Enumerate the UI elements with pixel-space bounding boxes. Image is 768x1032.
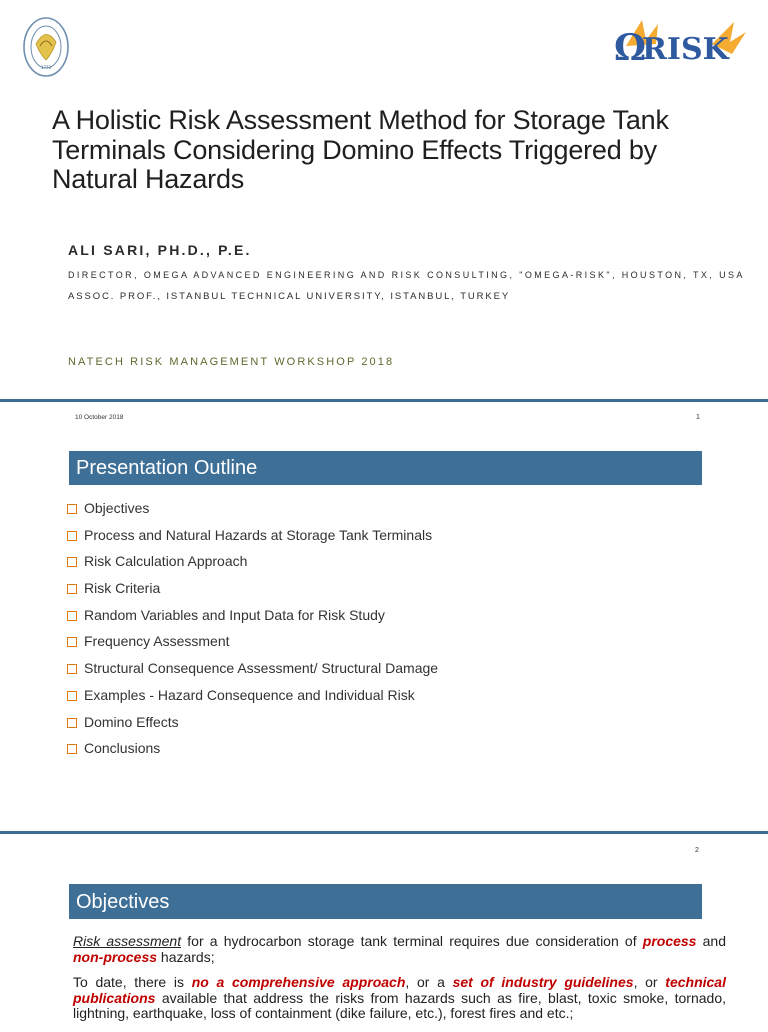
- checkbox-bullet-icon: [67, 637, 77, 647]
- list-item: [67, 740, 438, 767]
- outline-item-label: Random Variables and Input Data for Risk Study: [84, 606, 385, 623]
- body-text: available that address the risks from hazards such as fire, blast, toxic smoke, tornado, lightning, earthquake, loss of containment (dike failure, etc.), forest fires and etc.;: [73, 989, 726, 1021]
- outline-item-label: Risk Criteria: [84, 580, 161, 597]
- outline-list: [67, 500, 438, 767]
- checkbox-bullet-icon: [67, 664, 77, 674]
- outline-item-label: Examples - Hazard Consequence and Individual Risk: [84, 686, 415, 703]
- outline-item-label: Risk Calculation Approach: [84, 553, 248, 570]
- list-item: [67, 553, 438, 580]
- checkbox-bullet-icon: [67, 744, 77, 754]
- emphasis-red: process: [642, 933, 697, 949]
- affiliation-line-1: DIRECTOR, OMEGA ADVANCED ENGINEERING AND RISK CONSULTING, "OMEGA-RISK", HOUSTON, TX, USA: [68, 270, 745, 280]
- section-header-bar: [69, 451, 702, 485]
- checkbox-bullet-icon: [67, 691, 77, 701]
- outline-item-label: Structural Consequence Assessment/ Structural Damage: [84, 660, 439, 677]
- emphasis-red: no a comprehensive approach: [191, 974, 406, 990]
- itu-year: 1773: [40, 65, 52, 70]
- slide-date: 10 October 2018: [75, 414, 124, 421]
- emphasis-underline: Risk assessment: [73, 933, 182, 949]
- checkbox-bullet-icon: [67, 557, 77, 567]
- outline-item-label: Conclusions: [84, 740, 161, 757]
- emphasis-red: non-process: [73, 948, 158, 965]
- slide-divider: [0, 831, 768, 834]
- list-item: [67, 580, 438, 607]
- section-heading: Presentation Outline: [76, 457, 258, 479]
- list-item: [67, 633, 438, 660]
- checkbox-bullet-icon: [67, 718, 77, 728]
- list-item: [67, 500, 438, 527]
- body-text: and: [696, 933, 726, 949]
- omega-risk-logo-icon: [612, 14, 748, 76]
- checkbox-bullet-icon: [67, 611, 77, 621]
- affiliation-line-2: ASSOC. PROF., ISTANBUL TECHNICAL UNIVERSITY, ISTANBUL, TURKEY: [68, 291, 511, 302]
- slide-title: A Holistic Risk Assessment Method for Storage Tank Terminals Considering Domino Effects Triggered by Natural Hazards: [52, 105, 669, 194]
- omega-symbol: Ω: [614, 27, 647, 69]
- author-name: ALI SARI, PH.D., P.E.: [68, 242, 252, 258]
- emphasis-red: technical publications: [73, 974, 726, 1006]
- section-header-bar: [69, 884, 702, 919]
- checkbox-bullet-icon: [67, 504, 77, 514]
- objective-paragraph: [73, 934, 726, 965]
- slide-divider: [0, 399, 768, 402]
- body-text: To date, there is: [73, 974, 192, 990]
- objective-paragraph: [73, 975, 726, 1022]
- body-text: , or: [633, 974, 666, 990]
- list-item: [67, 607, 438, 634]
- itu-logo-icon: [22, 16, 70, 78]
- body-text: hazards;: [157, 948, 215, 965]
- section-heading: Objectives: [76, 891, 170, 913]
- body-text: for a hydrocarbon storage tank terminal requires due consideration of: [181, 933, 643, 949]
- checkbox-bullet-icon: [67, 584, 77, 594]
- list-item: [67, 527, 438, 554]
- outline-item-label: Process and Natural Hazards at Storage Tank Terminals: [84, 526, 433, 543]
- checkbox-bullet-icon: [67, 531, 77, 541]
- list-item: [67, 660, 438, 687]
- list-item: [67, 714, 438, 741]
- body-text: , or a: [405, 974, 453, 990]
- page-number: 1: [696, 414, 700, 421]
- objectives-body: [73, 934, 726, 1032]
- page-number: 2: [695, 847, 699, 854]
- outline-item-label: Frequency Assessment: [84, 633, 230, 650]
- event-name: NATECH RISK MANAGEMENT WORKSHOP 2018: [68, 356, 395, 368]
- emphasis-red: set of industry guidelines: [452, 974, 634, 990]
- outline-item-label: Domino Effects: [84, 713, 179, 730]
- outline-item-label: Objectives: [84, 500, 150, 516]
- list-item: [67, 687, 438, 714]
- orisk-logo-text: RISK: [642, 32, 729, 67]
